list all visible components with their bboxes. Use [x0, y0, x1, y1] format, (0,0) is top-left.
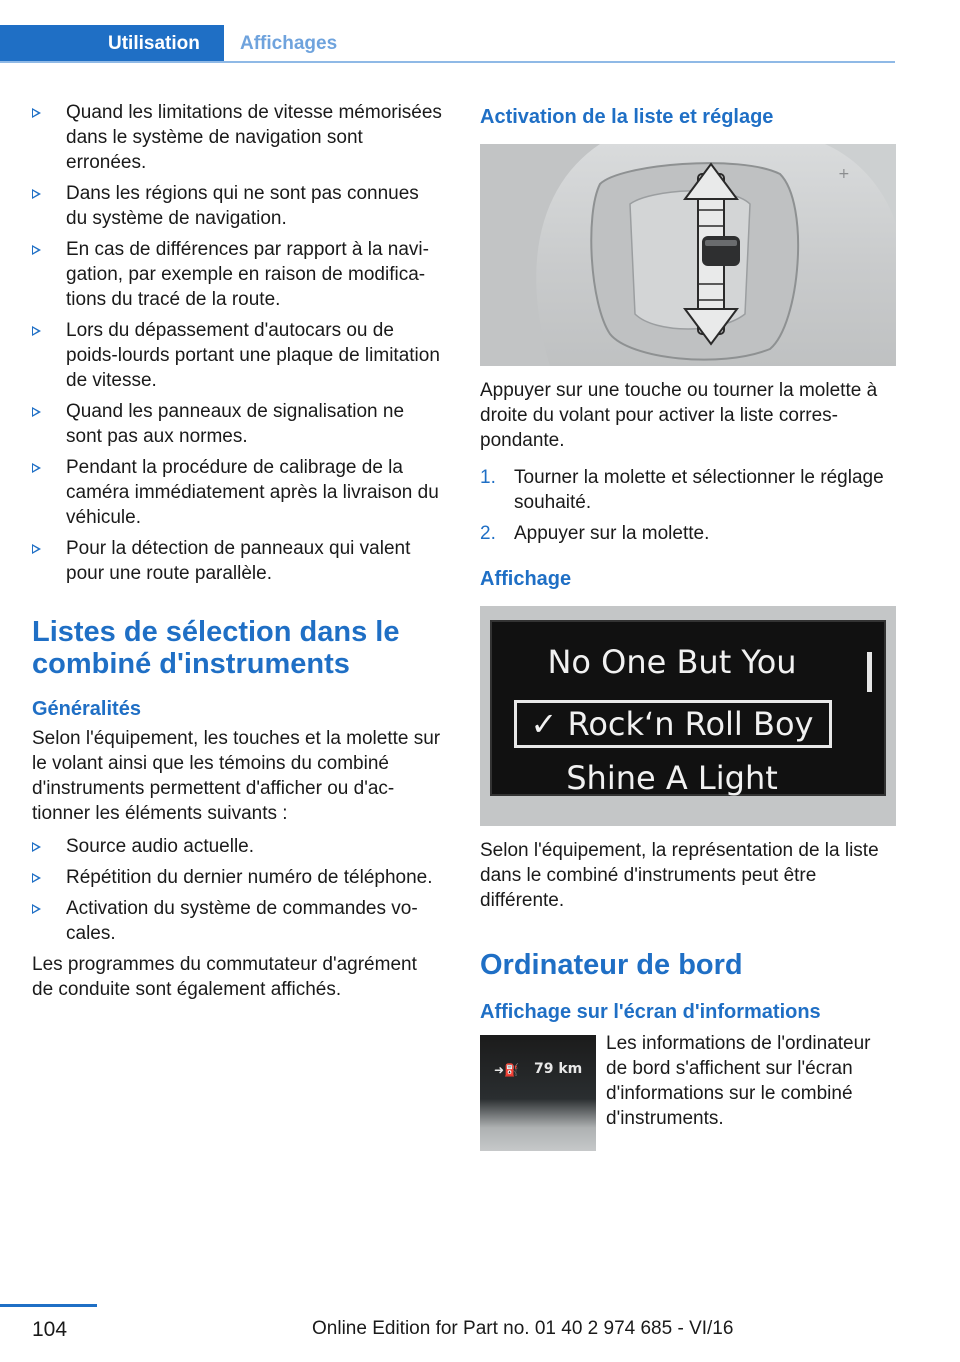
steering-wheel-illustration	[480, 144, 896, 366]
triangle-bullet-icon	[32, 407, 41, 417]
list-item: Lors du dépassement d'autocars ou de poids-lourds portant une plaque de limitation de vitesse.	[32, 318, 442, 393]
triangle-bullet-icon	[32, 463, 41, 473]
list-item: Quand les limitations de vitesse mémorisées dans le système de navigation sont erronées.	[32, 100, 442, 175]
subheading-activation: Activation de la liste et réglage	[480, 106, 774, 128]
tab-utilisation[interactable]: Utilisation	[0, 25, 224, 62]
outro-paragraph: Les programmes du commutateur d'agrément de conduite sont également affichés.	[32, 954, 417, 1000]
elements-list	[32, 834, 442, 946]
info-paragraph: Les informations de l'ordinateur de bord s'affichent sur l'écran d'informations sur le combiné d'instruments.	[606, 1033, 871, 1129]
fuel-range-icon: ➜⛽	[494, 1063, 519, 1077]
steps-list	[480, 465, 896, 546]
edition-text: Online Edition for Part no. 01 40 2 974 685 - VI/16	[312, 1318, 734, 1339]
trip-computer-image	[480, 1035, 596, 1151]
display-list-item-selected: ✓ Rock‘n Roll Boy	[530, 705, 814, 743]
list-item: Quand les panneaux de signalisation ne sont pas aux normes.	[32, 399, 442, 449]
subheading-affichage: Affichage	[480, 568, 572, 590]
steering-wheel-image	[480, 144, 896, 366]
display-list-item: No One But You	[547, 643, 797, 681]
list-item: 2. Appuyer sur la molette.	[480, 523, 710, 544]
list-item: Répétition du dernier numéro de téléphone.	[32, 865, 442, 890]
list-item: Pour la détection de panneaux qui valent pour une route parallèle.	[32, 536, 442, 586]
header-divider	[0, 61, 895, 63]
right-column	[480, 100, 896, 1151]
list-item: Activation du système de commandes vocales.	[32, 896, 442, 946]
section-heading-selection-lists: Listes de sélection dans le combiné d'instruments	[32, 616, 400, 680]
display-paragraph: Selon l'équipement, la représentation de la liste dans le combiné d'instruments peut être différente.	[480, 840, 879, 911]
subheading-generalites: Généralités	[32, 698, 141, 720]
display-scrollbar	[867, 652, 872, 692]
triangle-bullet-icon	[32, 326, 41, 336]
selection-list-display-image	[480, 606, 896, 826]
left-column	[32, 100, 442, 1002]
activation-paragraph: Appuyer sur une touche ou tourner la molette à droite du volant pour activer la liste correspondante.	[480, 380, 878, 451]
triangle-bullet-icon	[32, 904, 41, 914]
list-item: Pendant la procédure de calibrage de la caméra immédiatement après la livraison du véhicule.	[32, 455, 442, 530]
range-value: 79 km	[534, 1061, 583, 1077]
page-number: 104	[32, 1318, 68, 1341]
tab-affichages[interactable]: Affichages	[240, 33, 338, 54]
step-number: 2.	[480, 523, 496, 544]
intro-paragraph: Selon l'équipement, les touches et la molette sur le volant ainsi que les témoins du combiné d'instruments permettent d'afficher ou d'actionner les éléments suivants :	[32, 728, 441, 824]
triangle-bullet-icon	[32, 245, 41, 255]
list-item: Source audio actuelle.	[32, 834, 442, 859]
section-heading-ordinateur: Ordinateur de bord	[480, 949, 743, 981]
svg-text:+: +	[838, 166, 850, 182]
instrument-display-screen	[490, 620, 886, 796]
list-item: Dans les régions qui ne sont pas connues du système de navigation.	[32, 181, 442, 231]
footer-divider	[0, 1304, 97, 1307]
triangle-bullet-icon	[32, 108, 41, 118]
header	[0, 0, 960, 64]
subheading-info-display: Affichage sur l'écran d'informations	[480, 1001, 821, 1023]
triangle-bullet-icon	[32, 842, 41, 852]
step-number: 1.	[480, 467, 496, 488]
display-list-item: Shine A Light	[566, 759, 778, 797]
triangle-bullet-icon	[32, 544, 41, 554]
list-item: En cas de différences par rapport à la navigation, par exemple en raison de modifications du tracé de la route.	[32, 237, 442, 312]
limitations-list	[32, 100, 442, 586]
info-block	[480, 1031, 896, 1151]
triangle-bullet-icon	[32, 873, 41, 883]
list-item: 1. Tourner la molette et sélectionner le réglage souhaité.	[480, 467, 884, 513]
triangle-bullet-icon	[32, 189, 41, 199]
